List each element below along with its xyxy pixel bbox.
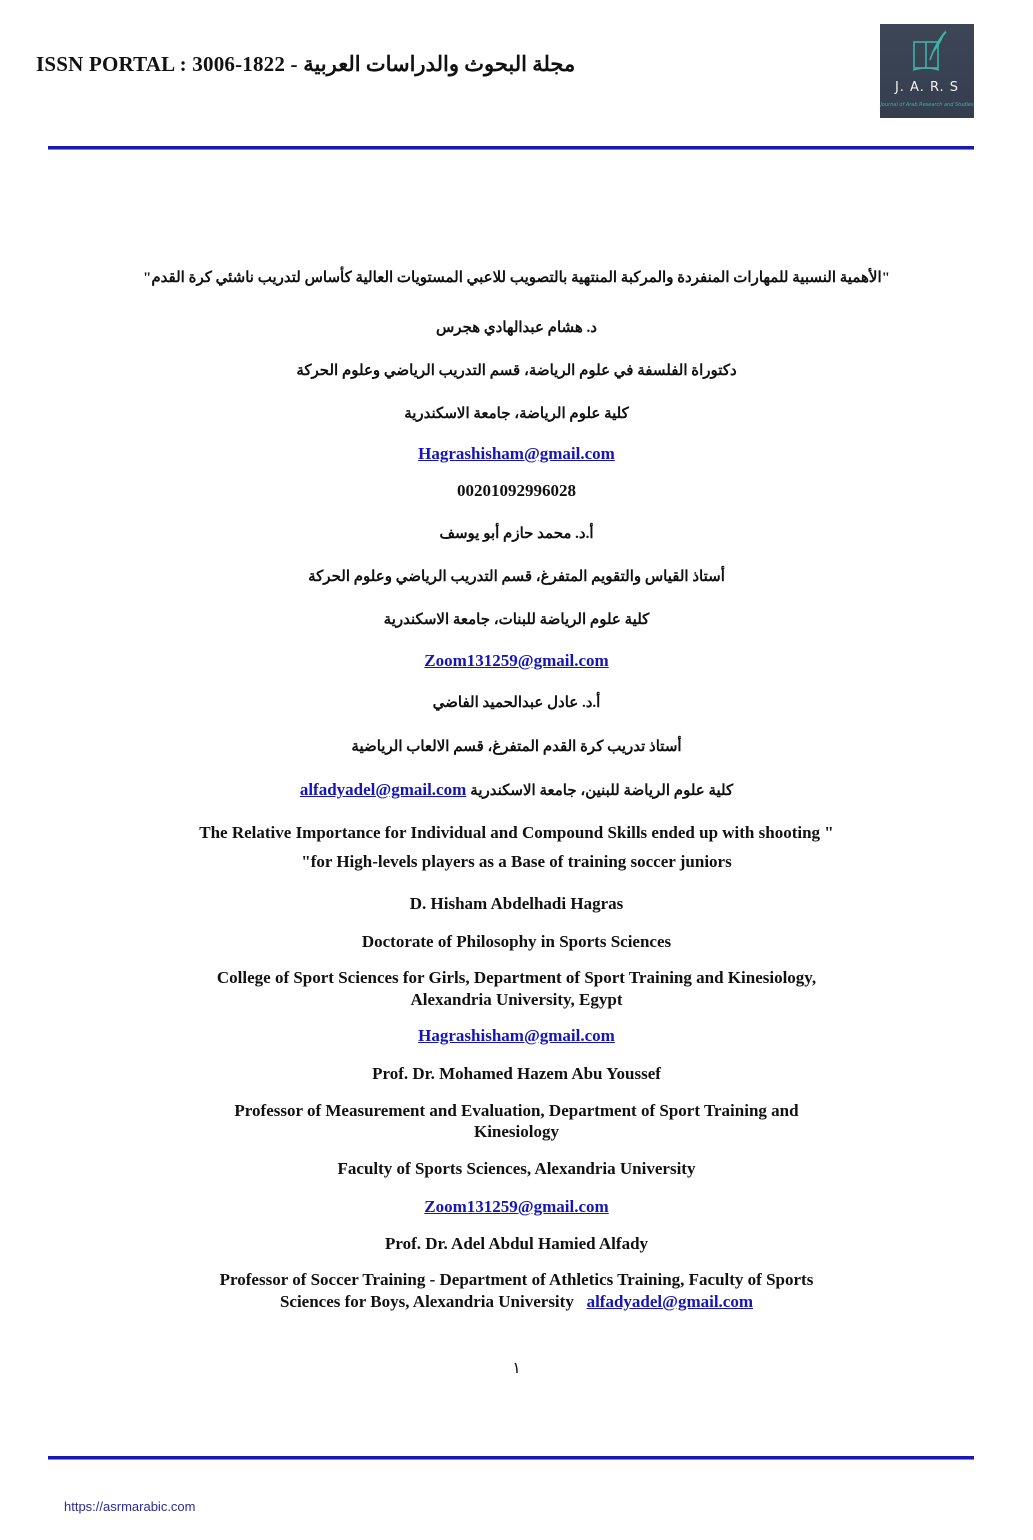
english-author1-affiliation-line1: College of Sport Sciences for Girls, Department of Sport Training and Kinesiology, [216,968,817,987]
english-author1-affiliation-line2: Alexandria University, Egypt [410,990,623,1009]
arabic-author2-position: أستاذ القياس والتقويم المتفرغ، قسم التدريب الرياضي وعلوم الحركة [308,569,725,585]
english-author2-position-line2: Kinesiology [473,1122,559,1141]
arabic-author1-affiliation: كلية علوم الرياضة، جامعة الاسكندرية [404,406,629,422]
arabic-title: "الأهمية النسبية للمهارات المنفردة والمركبة المنتهية بالتصويب للاعبي المستويات العالية كأساس لتدريب ناشئي كرة القدم" [143,270,890,286]
footer-divider [48,1456,974,1459]
english-author1-name: D. Hisham Abdelhadi Hagras [409,894,624,913]
arabic-author3-email-link[interactable]: alfadyadel@gmail.com [299,780,467,799]
english-author1-degree: Doctorate of Philosophy in Sports Sciences [361,932,672,951]
english-author2-position-line1: Professor of Measurement and Evaluation, Department of Sport Training and [234,1101,799,1120]
header-divider [48,146,974,149]
arabic-author1-phone: 00201092996028 [457,481,576,500]
logo-subtitle: Journal of Arab Research and Studies [880,102,974,108]
footer-url-link[interactable]: https://asrmarabic.com [64,1499,196,1514]
english-author3-name: Prof. Dr. Adel Abdul Hamied Alfady [384,1234,649,1253]
journal-header-title: ISSN PORTAL : 3006-1822 - مجلة البحوث والدراسات العربية [36,52,576,76]
arabic-author1-degree: دكتوراة الفلسفة في علوم الرياضة، قسم التدريب الرياضي وعلوم الحركة [296,363,737,379]
english-author2-name: Prof. Dr. Mohamed Hazem Abu Youssef [372,1064,661,1083]
arabic-author3-affiliation-row [0,780,1033,800]
arabic-author1-name: د. هشام عبدالهادي هجرس [435,320,597,336]
arabic-author2-email-link[interactable]: Zoom131259@gmail.com [424,651,609,670]
english-author2-affiliation: Faculty of Sports Sciences, Alexandria University [337,1159,696,1178]
page-number: ١ [512,1360,521,1377]
english-title-line1: The Relative Importance for Individual and Compound Skills ended up with shooting " [199,823,834,842]
book-feather-icon [880,24,974,80]
logo-letters: J. A. R. S [894,80,960,95]
english-author3-email-link[interactable]: alfadyadel@gmail.com [586,1292,754,1311]
english-author3-position-line2: Sciences for Boys, Alexandria University [279,1292,574,1311]
arabic-author2-name: أ.د. محمد حازم أبو يوسف [439,526,594,542]
arabic-author1-email-link[interactable]: Hagrashisham@gmail.com [418,444,615,463]
arabic-author3-position: أستاذ تدريب كرة القدم المتفرغ، قسم الالعاب الرياضية [351,739,682,755]
journal-logo [880,24,974,118]
english-author3-position-line2-row [0,1292,1033,1312]
english-author1-email-link[interactable]: Hagrashisham@gmail.com [418,1026,615,1045]
english-title-line2: "for High-levels players as a Base of training soccer juniors [301,852,732,871]
arabic-author2-affiliation: كلية علوم الرياضة للبنات، جامعة الاسكندرية [383,612,650,628]
arabic-author3-affiliation: كلية علوم الرياضة للبنين، جامعة الاسكندرية [470,783,734,799]
english-author2-email-link[interactable]: Zoom131259@gmail.com [424,1197,609,1216]
english-author3-position-line1: Professor of Soccer Training - Department of Athletics Training, Faculty of Sports [219,1270,814,1289]
arabic-author3-name: أ.د. عادل عبدالحميد الفاضي [432,695,601,711]
